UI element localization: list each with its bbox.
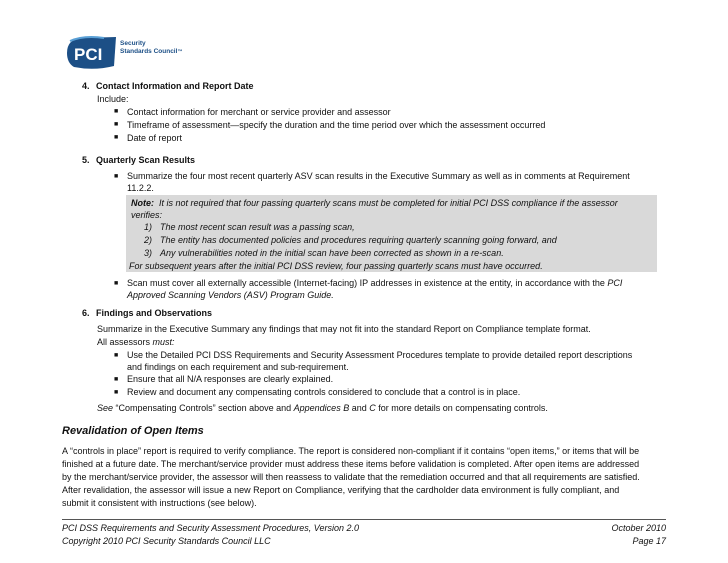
svg-text:PCI: PCI: [74, 45, 103, 64]
section-6-see: See “Compensating Controls” section above and Appendices B and C for more details on compensating controls.: [97, 403, 548, 413]
section-5-bullet-1: Summarize the four most recent quarterly ASV scan results in the Executive Summary as well as in comments at Requirement: [127, 171, 630, 181]
section-5-bullet-1-cont: 11.2.2.: [127, 183, 154, 193]
section-6-bullet-2: Ensure that all N/A responses are clearly explained.: [127, 374, 334, 384]
section-4-include: Include:: [97, 94, 129, 104]
section-4-heading: 4. Contact Information and Report Date: [82, 81, 254, 91]
note-item: 3) Any vulnerabilities noted in the initial scan have been corrected as shown in a re-scan.: [144, 248, 504, 258]
bullet-icon: ■: [114, 280, 119, 287]
pci-logo-text: Security Standards Council™: [120, 40, 183, 55]
footer-page-number: Page 17: [632, 536, 666, 546]
footer-doc-title: PCI DSS Requirements and Security Assessment Procedures, Version 2.0: [62, 523, 359, 533]
revalidation-line: A “controls in place” report is required to verify compliance. The report is considered non-compliant if it contains “open items,” or items that will be: [62, 446, 640, 456]
pci-logo: [64, 33, 183, 73]
section-6-all-assessors: All assessors must:: [97, 337, 175, 347]
section-6-bullet-1: Use the Detailed PCI DSS Requirements and Security Assessment Procedures template to provide detailed report descriptions: [127, 350, 633, 360]
pci-logo-mark: [64, 33, 120, 73]
note-footer: For subsequent years after the initial PCI DSS review, four passing quarterly scans must have occurred.: [129, 261, 543, 271]
bullet-icon: ■: [114, 108, 119, 115]
revalidation-line: by the merchant/service provider, the assessor will then reassess to validate that the remediation occurred and that all requirements are satisfied.: [62, 472, 640, 482]
section-6-bullet-3: Review and document any compensating controls considered to conclude that a control is in place.: [127, 387, 521, 397]
section-5-heading: 5. Quarterly Scan Results: [82, 155, 196, 165]
note-item: 2) The entity has documented policies and procedures requiring quarterly scanning going forward, and: [144, 235, 557, 245]
footer-rule: [62, 519, 666, 520]
bullet-icon: ■: [114, 134, 119, 141]
revalidation-line: After revalidation, the assessor will issue a new Report on Compliance, verifying that the cardholder data environment is fully compliant, and: [62, 485, 620, 495]
revalidation-line: submit it consistent with instructions (see below).: [62, 498, 257, 508]
note-item: 1) The most recent scan result was a passing scan,: [144, 222, 355, 232]
section-6-bullet-1-cont: and findings on each requirement and sub-requirement.: [127, 362, 349, 372]
section-5-bullet-2-cont: Approved Scanning Vendors (ASV) Program Guide.: [127, 290, 334, 300]
bullet-icon: ■: [114, 376, 119, 383]
footer-date: October 2010: [611, 523, 666, 533]
section-5-bullet-2: Scan must cover all externally accessible (Internet-facing) IP addresses in existence at the entity, in accordance with the PCI: [127, 278, 623, 288]
bullet-icon: ■: [114, 121, 119, 128]
revalidation-title: Revalidation of Open Items: [62, 425, 204, 437]
section-6-heading: 6. Findings and Observations: [82, 308, 213, 318]
section-6-summary: Summarize in the Executive Summary any findings that may not fit into the standard Report on Compliance template format.: [97, 324, 591, 334]
bullet-icon: ■: [114, 352, 119, 359]
note-line-1: Note: It is not required that four passing quarterly scans must be completed for initial PCI DSS compliance if the assessor: [131, 198, 618, 208]
revalidation-line: finished at a future date. The merchant/service provider must address these items before validation is completed. After open items are addressed: [62, 459, 640, 469]
bullet-icon: ■: [114, 389, 119, 396]
note-line-2: verifies:: [131, 210, 163, 220]
bullet-icon: ■: [114, 173, 119, 180]
footer-copyright: Copyright 2010 PCI Security Standards Council LLC: [62, 536, 271, 546]
